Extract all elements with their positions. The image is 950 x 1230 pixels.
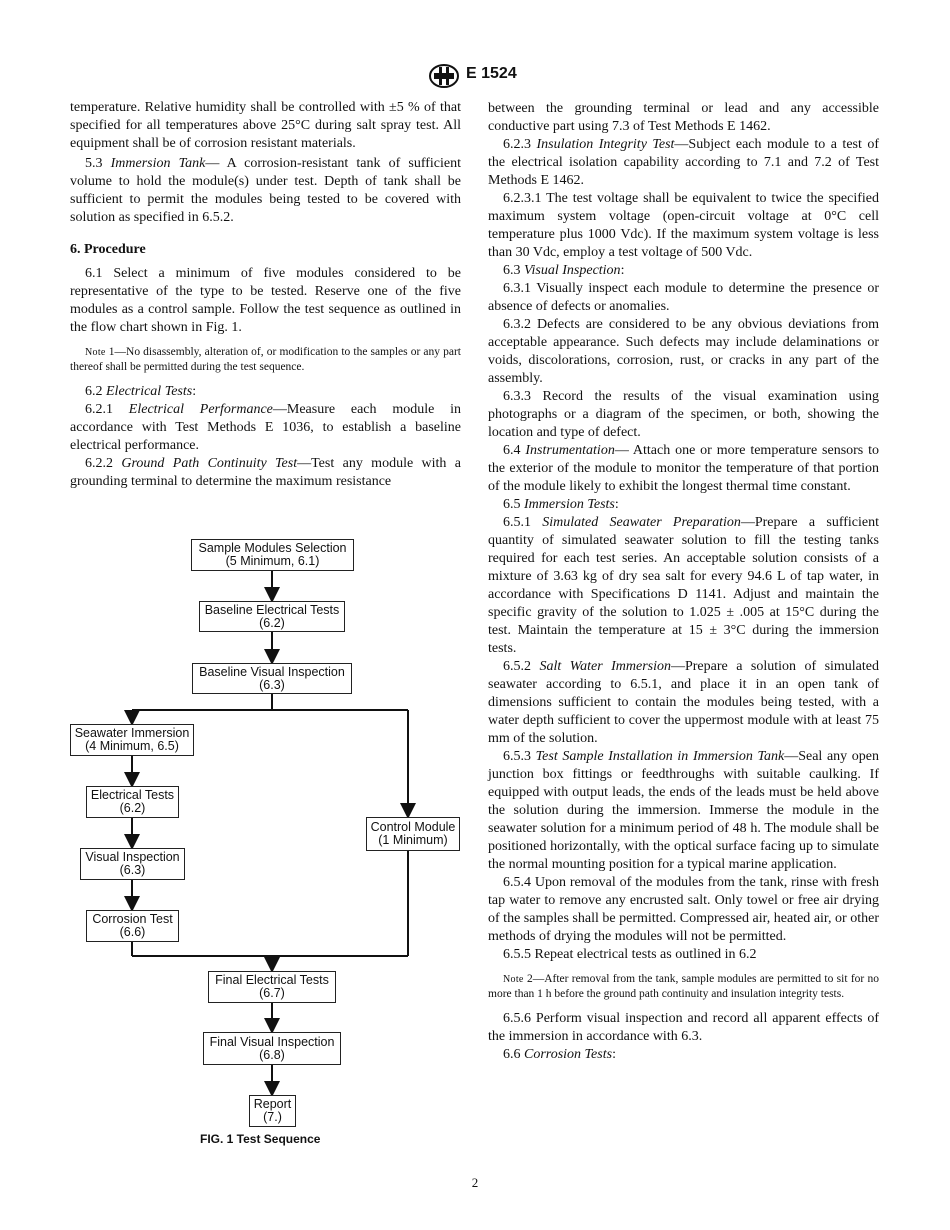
note-2: Note 2—After removal from the tank, sample modules are permitted to sit for no more than 1 h before the ground path continuity and insulation integrity tests. — [488, 973, 880, 1000]
paragraph-6-5-5: 6.5.5 Repeat electrical tests as outlined in 6.2 — [503, 947, 757, 962]
flow-box-control-module: Control Module (1 Minimum) — [366, 817, 460, 851]
paragraph-6-5-6: 6.5.6 Perform visual inspection and record all apparent effects of the immersion in accordance with 6.3. — [488, 1011, 879, 1044]
standard-designation: E 1524 — [466, 65, 517, 82]
flow-box-visual-inspection: Visual Inspection (6.3) — [80, 848, 185, 880]
paragraph-6-5-3: 6.5.3 Test Sample Installation in Immersion Tank—Seal any open junction box fittings or feedthroughs with suitable caulking. If equipped with output leads, the ends of the leads must be held above the solution during the immersion. Immerse the module in the seawater solution for a minimum period of 48 h. The module shall be positioned horizontally, with the optical surface facing up to simulate the normal mounting position for a typical marine application. — [488, 749, 880, 872]
flow-box-seawater-immersion: Seawater Immersion (4 Minimum, 6.5) — [70, 724, 194, 756]
paragraph-6-2-2: 6.2.2 Ground Path Continuity Test—Test any module with a grounding terminal to determine the maximum resistance — [70, 456, 461, 489]
paragraph-5-3: 5.3 Immersion Tank— A corrosion-resistant tank of sufficient volume to hold the module(s) under test. Depth of tank shall be sufficient to permit the modules being tested to be covered with solution as specified in 6.5.2. — [70, 156, 462, 225]
right-column — [488, 100, 879, 1064]
astm-logo-icon — [428, 64, 460, 88]
left-column — [70, 99, 461, 491]
paragraph-6-3-3: 6.3.3 Record the results of the visual examination using photographs or a diagram of the specimen, or both, showing the location and type of defect. — [488, 389, 879, 440]
flow-box-baseline-electrical: Baseline Electrical Tests (6.2) — [199, 601, 345, 632]
test-sequence-flowchart — [62, 535, 472, 1155]
flow-box-electrical-tests: Electrical Tests (6.2) — [86, 786, 179, 818]
paragraph-5-2-continued: temperature. Relative humidity shall be controlled with ±5 % of that specified for all temperatures above 25°C during salt spray test. All equipment shall be of corrosion resistant materials. — [70, 100, 461, 151]
flow-box-report: Report (7.) — [249, 1095, 296, 1127]
section-heading-procedure: 6. Procedure — [70, 242, 146, 257]
paragraph-6-2-1: 6.2.1 Electrical Performance—Measure each module in accordance with Test Methods E 1036, to establish a baseline electrical performance. — [70, 402, 461, 453]
figure-caption: FIG. 1 Test Sequence — [200, 1132, 321, 1146]
paragraph-6-5: 6.5 Immersion Tests: — [503, 497, 619, 512]
paragraph-6-5-1: 6.5.1 Simulated Seawater Preparation—Prepare a sufficient quantity of simulated seawater solution to fill the testing tanks required for each test series. An acceptable solution consists of a mixture of 3.63 kg of dry sea salt for every 94.6 L of tap water, in accordance with Specifications D 1141. Adjust and maintain the specific gravity of the solution to 1.025 ± .005 at 15°C during the test. Maintain the temperature at 15 ± 3°C during the immersion tests. — [488, 515, 879, 656]
paragraph-6-3-2: 6.3.2 Defects are considered to be any obvious deviations from acceptable appearance. Such defects may include delaminations or voids, discolorations, corrosion, rust, or cracks in any part of the assembly. — [488, 317, 879, 386]
page-number: 2 — [471, 1175, 479, 1190]
paragraph-6-2-2-continued: between the grounding terminal or lead and any accessible conductive part using 7.3 of Test Methods E 1462. — [488, 101, 879, 134]
note-1: Note 1—No disassembly, alteration of, or modification to the samples or any part thereof shall be permitted during the test sequence. — [70, 346, 462, 373]
paragraph-6-5-2: 6.5.2 Salt Water Immersion—Prepare a solution of simulated seawater according to 6.5.1, and place it in an open tank of dimensions sufficient to contain the modules being tested, with a water depth sufficient to cover the uppermost module with at least 75 mm of the solution. — [488, 659, 880, 746]
paragraph-6-3-1: 6.3.1 Visually inspect each module to determine the presence or absence of defects or anomalies. — [488, 281, 879, 314]
paragraph-6-2: 6.2 Electrical Tests: — [85, 384, 197, 399]
flow-box-sample-selection: Sample Modules Selection (5 Minimum, 6.1) — [191, 539, 354, 571]
flow-box-final-visual: Final Visual Inspection (6.8) — [203, 1032, 341, 1065]
paragraph-6-2-3: 6.2.3 Insulation Integrity Test—Subject each module to a test of the electrical isolation capability according to 7.1 and 7.2 of Test Methods E 1462. — [488, 137, 879, 188]
paragraph-6-5-4: 6.5.4 Upon removal of the modules from the tank, rinse with fresh tap water to remove any encrusted salt. Only towel or free air drying of the samples shall be permitted. Compressed air, heated air, or other methods of drying the modules will not be permitted. — [488, 875, 879, 944]
flow-box-final-electrical: Final Electrical Tests (6.7) — [208, 971, 336, 1003]
paragraph-6-6: 6.6 Corrosion Tests: — [503, 1047, 616, 1062]
paragraph-6-1: 6.1 Select a minimum of five modules considered to be representative of the type to be tested. Reserve one of the five modules as a control sample. Follow the test sequence as outlined in the flow chart shown in Fig. 1. — [70, 266, 461, 335]
page-header — [0, 64, 950, 88]
paragraph-6-2-3-1: 6.2.3.1 The test voltage shall be equivalent to twice the specified maximum system voltage (open-circuit voltage at 0°C cell temperature plus 1000 Vdc). If the maximum system voltage is less than 30 Vdc, employ a test voltage of 500 Vdc. — [488, 191, 879, 260]
paragraph-6-3: 6.3 Visual Inspection: — [503, 263, 625, 278]
paragraph-6-4: 6.4 Instrumentation— Attach one or more temperature sensors to the exterior of the module to monitor the temperature of that portion of the module likely to exhibit the longest thermal time constant. — [488, 443, 880, 494]
flow-box-baseline-visual: Baseline Visual Inspection (6.3) — [192, 663, 352, 694]
flow-box-corrosion-test: Corrosion Test (6.6) — [86, 910, 179, 942]
